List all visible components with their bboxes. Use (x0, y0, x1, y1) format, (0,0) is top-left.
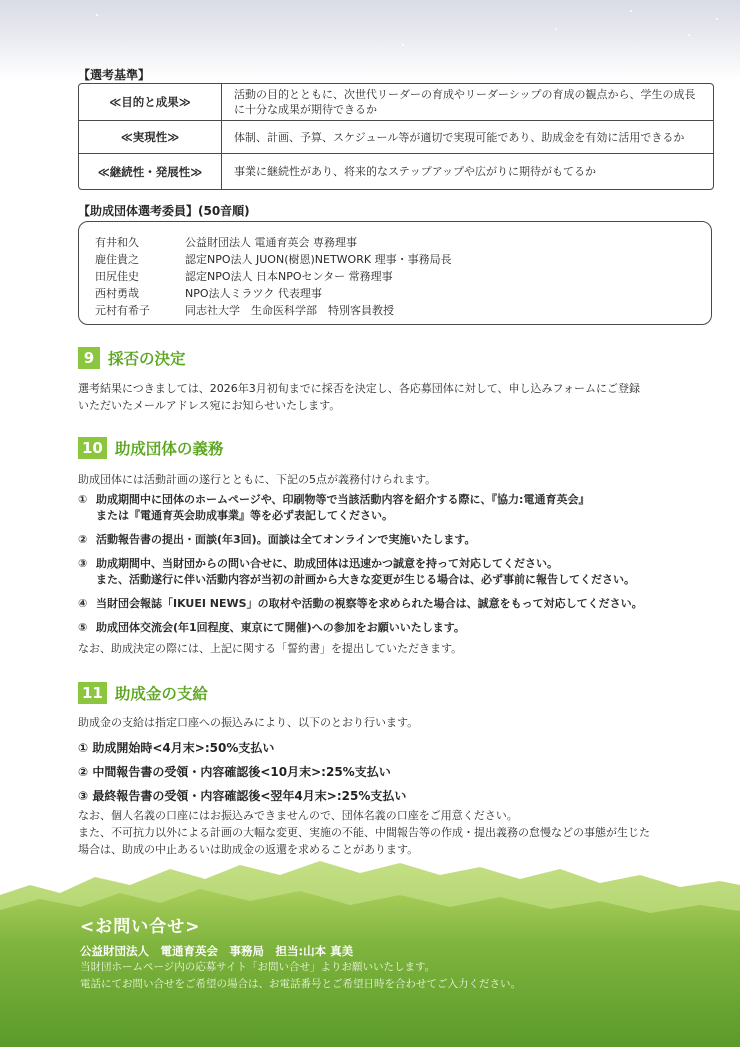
payment-item (78, 736, 406, 760)
criteria-title: 【選考基準】 (78, 68, 151, 82)
item-marker: ② (78, 533, 88, 546)
section-11-header (78, 682, 208, 704)
member-role: NPO法人ミラツク 代表理事 (185, 287, 322, 300)
obligation-item (78, 596, 718, 612)
star-decoration (96, 14, 98, 16)
contact-organization: 公益財団法人 電通育英会 事務局 担当:山本 真美 (80, 944, 354, 958)
committee-box (78, 221, 712, 325)
section-title: 採否の決定 (108, 350, 186, 368)
committee-member (95, 268, 711, 285)
item-line: 当財団会報誌「IKUEI NEWS」の取材や活動の視察等を求められた場合は、誠意をもって対応してください。 (96, 597, 643, 610)
paragraph-line: いただいたメールアドレス宛にお知らせいたします。 (78, 399, 341, 412)
committee-member (95, 302, 711, 319)
obligation-item (78, 532, 718, 548)
item-line: 助成期間中に団体のホームページや、印刷物等で当該活動内容を紹介する際に、『協力:電通育英会』 (96, 493, 590, 506)
item-line: または『電通育英会助成事業』等を必ず表記してください。 (96, 509, 393, 522)
section-11-intro: 助成金の支給は指定口座への振込みにより、以下のとおり行います。 (78, 716, 419, 729)
payment-item (78, 760, 406, 784)
member-name: 元村有希子 (95, 304, 150, 317)
committee-member (95, 285, 711, 302)
contact-line: 当財団ホームページ内の応募サイト「お問い合せ」よりお願いいたします。 (80, 961, 436, 973)
member-name: 有井和久 (95, 236, 139, 249)
committee-member (95, 234, 711, 251)
item-marker: ② (78, 765, 89, 779)
payment-list (78, 736, 406, 808)
member-name: 西村勇哉 (95, 287, 139, 300)
star-decoration (555, 28, 557, 30)
item-marker: ① (78, 741, 89, 755)
member-role: 認定NPO法人 JUON(樹恩)NETWORK 理事・事務局長 (185, 253, 452, 266)
obligation-item (78, 556, 718, 588)
criteria-key: ≪目的と成果≫ (79, 84, 222, 120)
payment-text: 助成開始時<4月末>:50%支払い (92, 741, 275, 755)
member-role: 同志社大学 生命医科学部 特別客員教授 (185, 304, 394, 317)
criteria-key: ≪実現性≫ (79, 121, 222, 153)
criteria-key: ≪継続性・発展性≫ (79, 154, 222, 189)
payment-item (78, 784, 406, 808)
paragraph-line: なお、個人名義の口座にはお振込みできませんので、団体名義の口座をご用意ください。 (78, 809, 518, 822)
item-line: 助成期間中、当財団からの問い合せに、助成団体は迅速かつ誠意を持って対応してください。 (96, 557, 558, 570)
payment-text: 中間報告書の受領・内容確認後<10月末>:25%支払い (92, 765, 391, 779)
item-line: また、活動遂行に伴い活動内容が当初の計画から大きな変更が生じる場合は、必ず事前に報告してください。 (96, 573, 635, 586)
item-marker: ① (78, 493, 88, 506)
obligation-item (78, 620, 718, 636)
contact-heading: <お問い合せ> (80, 917, 201, 937)
member-role: 公益財団法人 電通育英会 専務理事 (185, 236, 357, 249)
section-9-header (78, 347, 186, 369)
star-decoration (688, 34, 690, 36)
criteria-row (79, 121, 713, 154)
section-title: 助成団体の義務 (114, 440, 224, 458)
paragraph-line: 場合は、助成の中止あるいは助成金の返還を求めることがあります。 (78, 843, 419, 856)
committee-title: 【助成団体選考委員】(50音順) (78, 204, 250, 218)
star-decoration (630, 10, 632, 12)
section-number: 11 (78, 682, 107, 704)
paragraph-line: また、不可抗力以外による計画の大幅な変更、実施の不能、中間報告等の作成・提出義務の怠慢などの事態が生じた (78, 826, 650, 839)
criteria-value: 体制、計画、予算、スケジュール等が適切で実現可能であり、助成金を有効に活用できるか (234, 130, 685, 144)
criteria-row (79, 154, 713, 189)
contact-block (80, 912, 720, 993)
criteria-row (79, 84, 713, 121)
item-marker: ③ (78, 557, 88, 570)
section-number: 10 (78, 437, 107, 459)
obligation-item (78, 492, 718, 524)
star-decoration (716, 18, 718, 20)
section-10-note: なお、助成決定の際には、上記に関する「誓約書」を提出していただきます。 (78, 642, 463, 655)
criteria-table (78, 83, 714, 190)
payment-text: 最終報告書の受領・内容確認後<翌年4月末>:25%支払い (92, 789, 407, 803)
item-line: 助成団体交流会(年1回程度、東京にて開催)への参加をお願いいたします。 (96, 621, 465, 634)
section-10-intro: 助成団体には活動計画の遂行とともに、下記の5点が義務付けられます。 (78, 473, 437, 486)
section-9-body (78, 380, 718, 414)
criteria-value: 事業に継続性があり、将来的なステップアップや広がりに期待がもてるか (234, 165, 597, 178)
section-title: 助成金の支給 (114, 685, 208, 703)
member-name: 鹿住貴之 (95, 253, 139, 266)
member-role: 認定NPO法人 日本NPOセンター 常務理事 (185, 270, 393, 283)
item-marker: ⑤ (78, 621, 88, 634)
item-marker: ④ (78, 597, 88, 610)
committee-member (95, 251, 711, 268)
section-number: 9 (78, 347, 100, 369)
obligation-list (78, 492, 718, 644)
item-line: 活動報告書の提出・面談(年3回)。面談は全てオンラインで実施いたします。 (96, 533, 476, 546)
section-11-notes (78, 807, 718, 858)
paragraph-line: 選考結果につきましては、2026年3月初旬までに採否を決定し、各応募団体に対して、申し込みフォームにご登録 (78, 382, 640, 395)
section-10-header (78, 437, 223, 459)
contact-line: 電話にてお問い合せをご希望の場合は、お電話番号とご希望日時を合わせてご入力ください。 (80, 978, 521, 990)
criteria-value: 活動の目的とともに、次世代リーダーの育成やリーダーシップの育成の観点から、学生の成長に十分な成果が期待できるか (234, 88, 696, 116)
member-name: 田尻佳史 (95, 270, 139, 283)
item-marker: ③ (78, 789, 89, 803)
star-decoration (402, 44, 404, 46)
